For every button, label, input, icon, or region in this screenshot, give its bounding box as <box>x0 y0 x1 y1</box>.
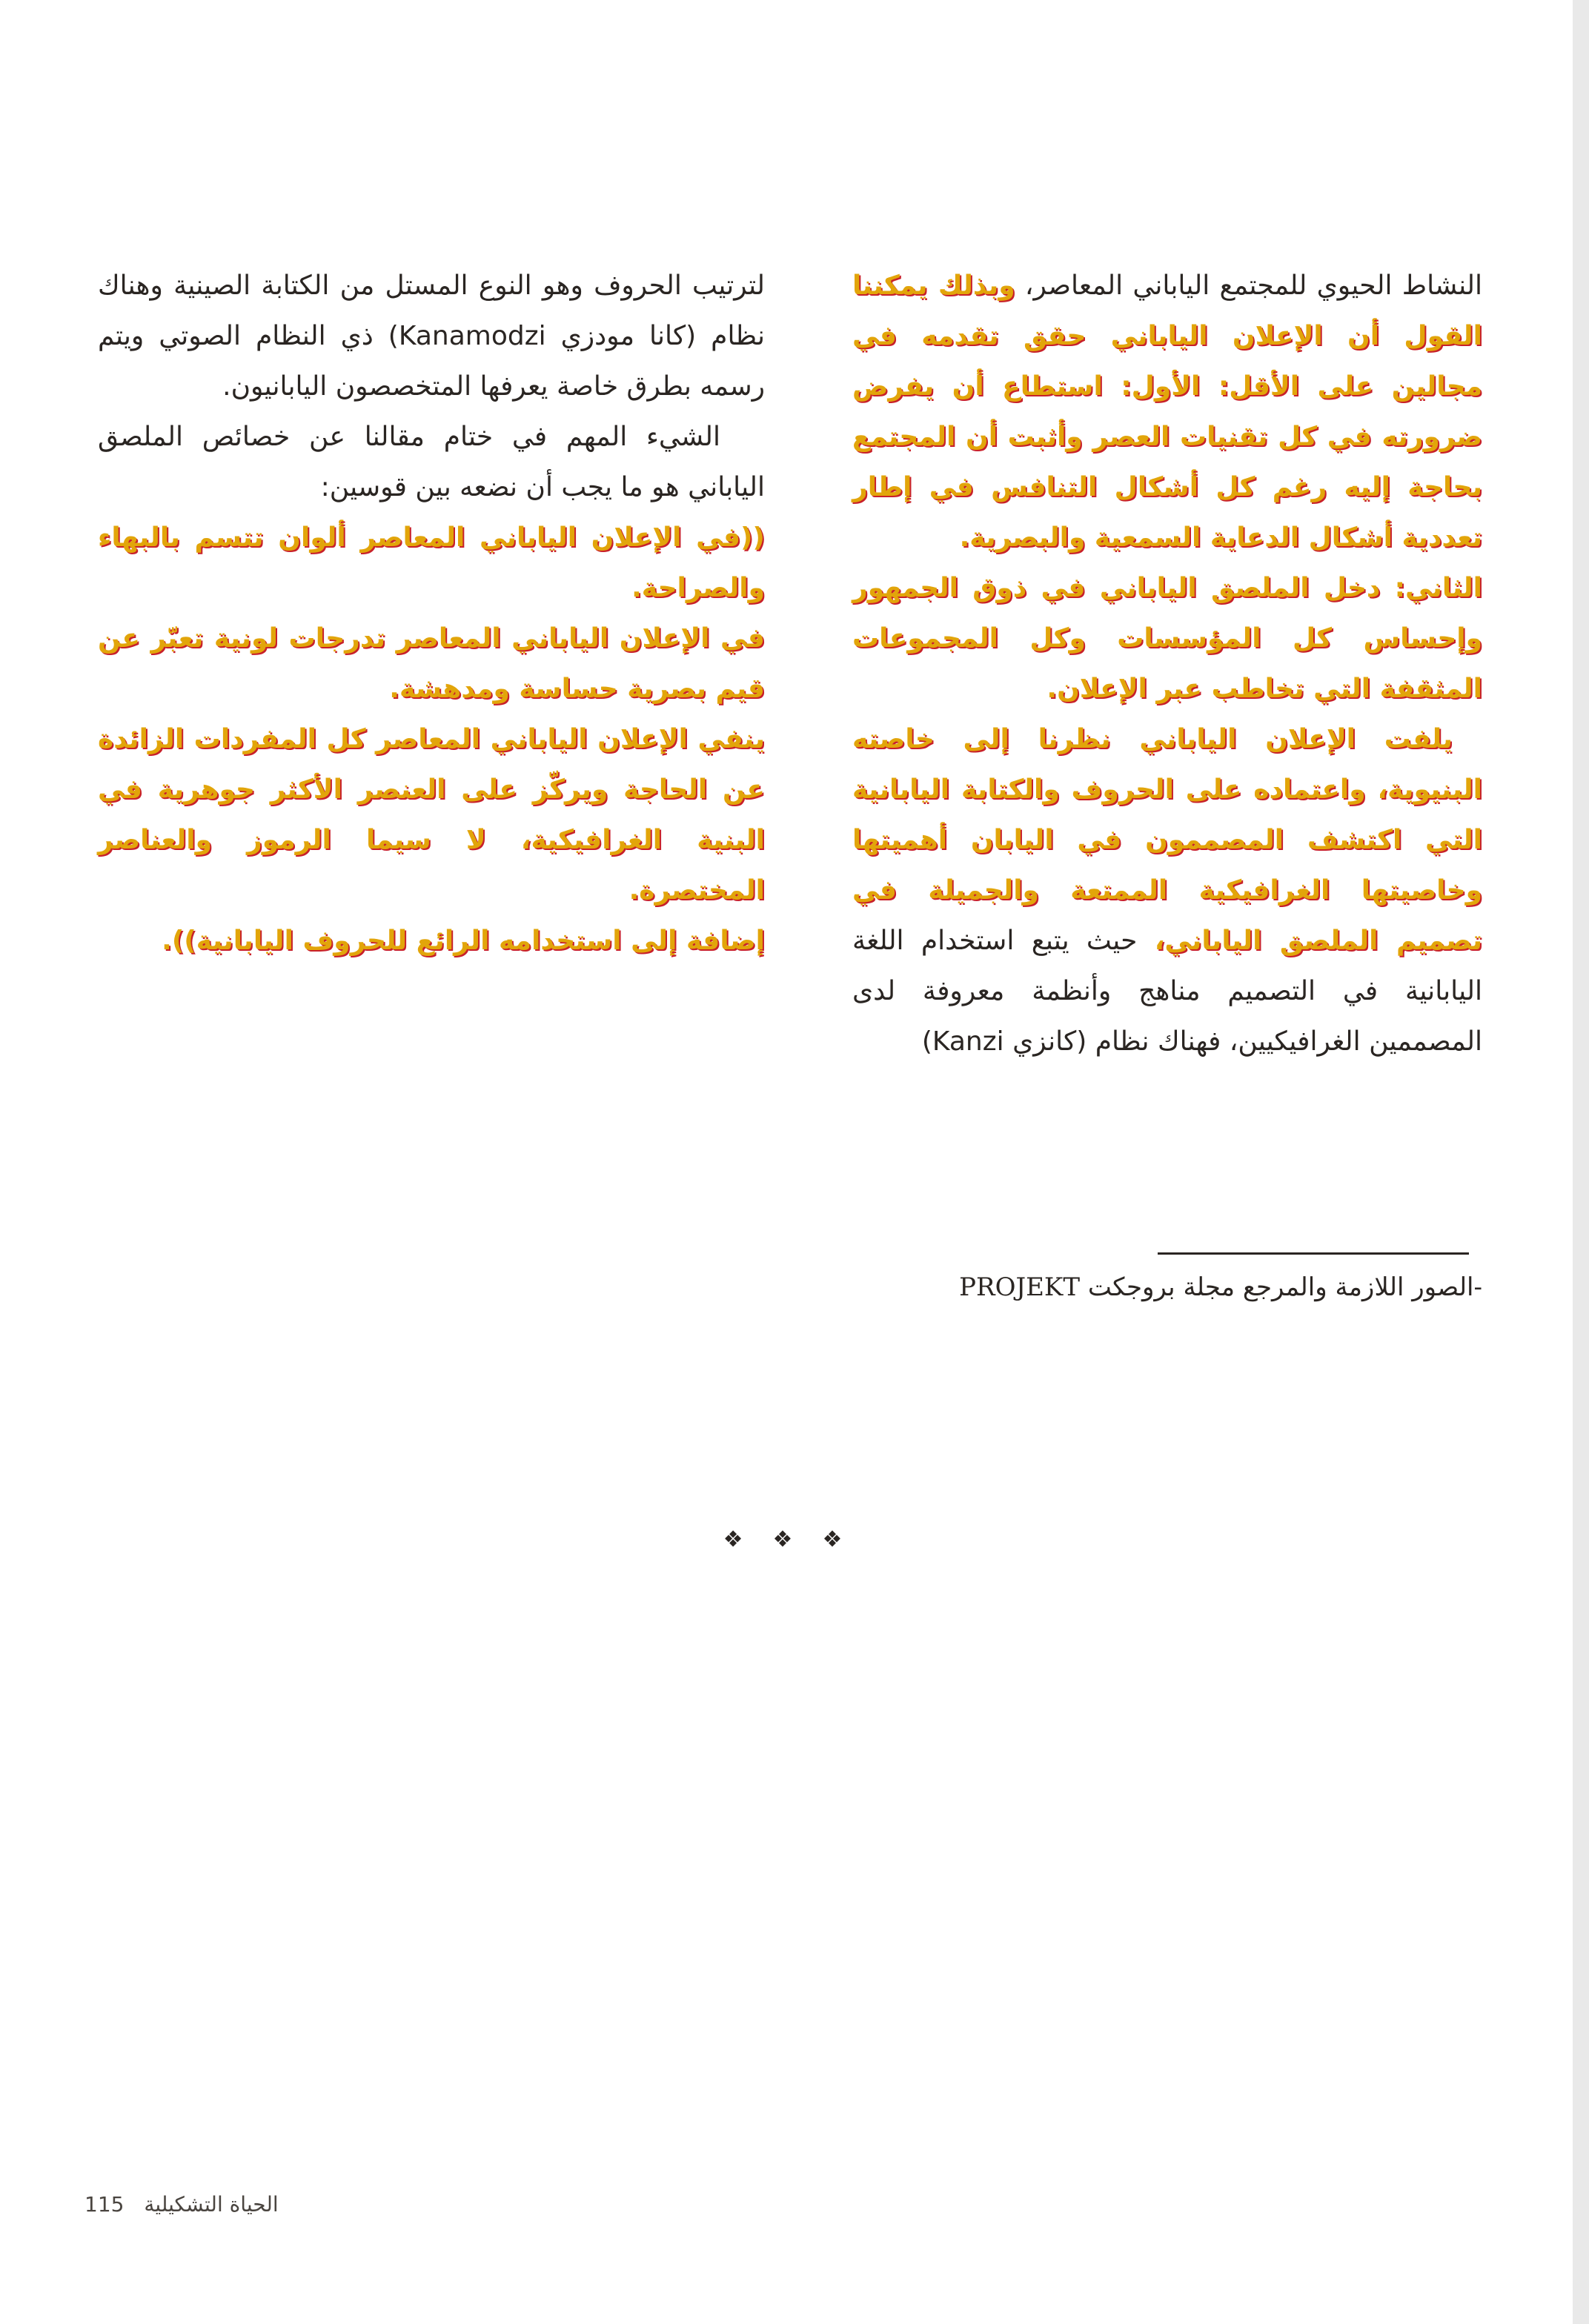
page-number: 115 <box>84 2192 125 2217</box>
right-paragraph-3-plain: حيث يتبع استخدام اللغة اليابانية في التصميم مناهج وأنظمة معروفة لدى المصممين الغرافيكيين، فهناك نظام (كانزي Kanzi) <box>852 926 1482 1057</box>
left-column <box>98 261 765 966</box>
quote-item-4: إضافة إلى استخدامه الرائع للحروف اليابانية)). <box>162 926 765 956</box>
right-paragraph-3-highlight: يلفت الإعلان الياباني نظرنا إلى خاصته البنيوية، واعتماده على الحروف والكتابة اليابانية التي اكتشف المصممون في اليابان أهميتها وخاصيتها الغرافيكية الممتعة والجميلة في تصميم الملصق الياباني، <box>852 724 1482 956</box>
quote-item-1: ((في الإعلان الياباني المعاصر ألوان تتسم بالبهاء والصراحة. <box>98 522 765 603</box>
right-paragraph-1 <box>852 261 1482 563</box>
page-footer <box>84 2192 279 2217</box>
right-column <box>852 261 1482 1067</box>
quote-item-2: في الإعلان الياباني المعاصر تدرجات لونية تعبّر عن قيم بصرية حساسة ومدهشة. <box>98 623 765 704</box>
right-paragraph-1-plain: النشاط الحيوي للمجتمع الياباني المعاصر، <box>1015 270 1482 301</box>
section-separator-icon: ❖❖❖ <box>723 1527 872 1553</box>
right-paragraph-1-highlight: وبذلك يمكننا القول أن الإعلان الياباني حقق تقدمه في مجالين على الأقل: الأول: استطاع أن يفرض ضرورته في كل تقنيات العصر وأثبت أن المجتمع بحاجة إليه رغم كل أشكال التنافس في إطار تعددية أشكال الدعاية السمعية والبصرية. <box>852 270 1482 553</box>
page-edge <box>1573 0 1589 2324</box>
left-paragraph-1: لترتيب الحروف وهو النوع المستل من الكتابة الصينية وهناك نظام (كانا مودزي Kanamodzi) ذي النظام الصوتي ويتم رسمه بطرق خاصة يعرفها المتخصصون اليابانيون. <box>98 270 765 402</box>
footnote: -الصور اللازمة والمرجع مجلة بروجكت PROJEKT <box>959 1272 1482 1302</box>
quote-item-3: ينفي الإعلان الياباني المعاصر كل المفردات الزائدة عن الحاجة ويركّز على العنصر الأكثر جوهرية في البنية الغرافيكية، لا سيما الرموز والعناصر المختصرة. <box>98 724 765 906</box>
right-paragraph-3 <box>852 714 1482 1067</box>
right-paragraph-2: الثاني: دخل الملصق الياباني في ذوق الجمهور وإحساس كل المؤسسات وكل المجموعات المثقفة التي تخاطب عبر الإعلان. <box>852 573 1482 704</box>
magazine-name: الحياة التشكيلية <box>144 2192 279 2217</box>
footnote-rule <box>1158 1252 1469 1255</box>
left-paragraph-2: الشيء المهم في ختام مقالنا عن خصائص الملصق الياباني هو ما يجب أن نضعه بين قوسين: <box>98 422 765 502</box>
